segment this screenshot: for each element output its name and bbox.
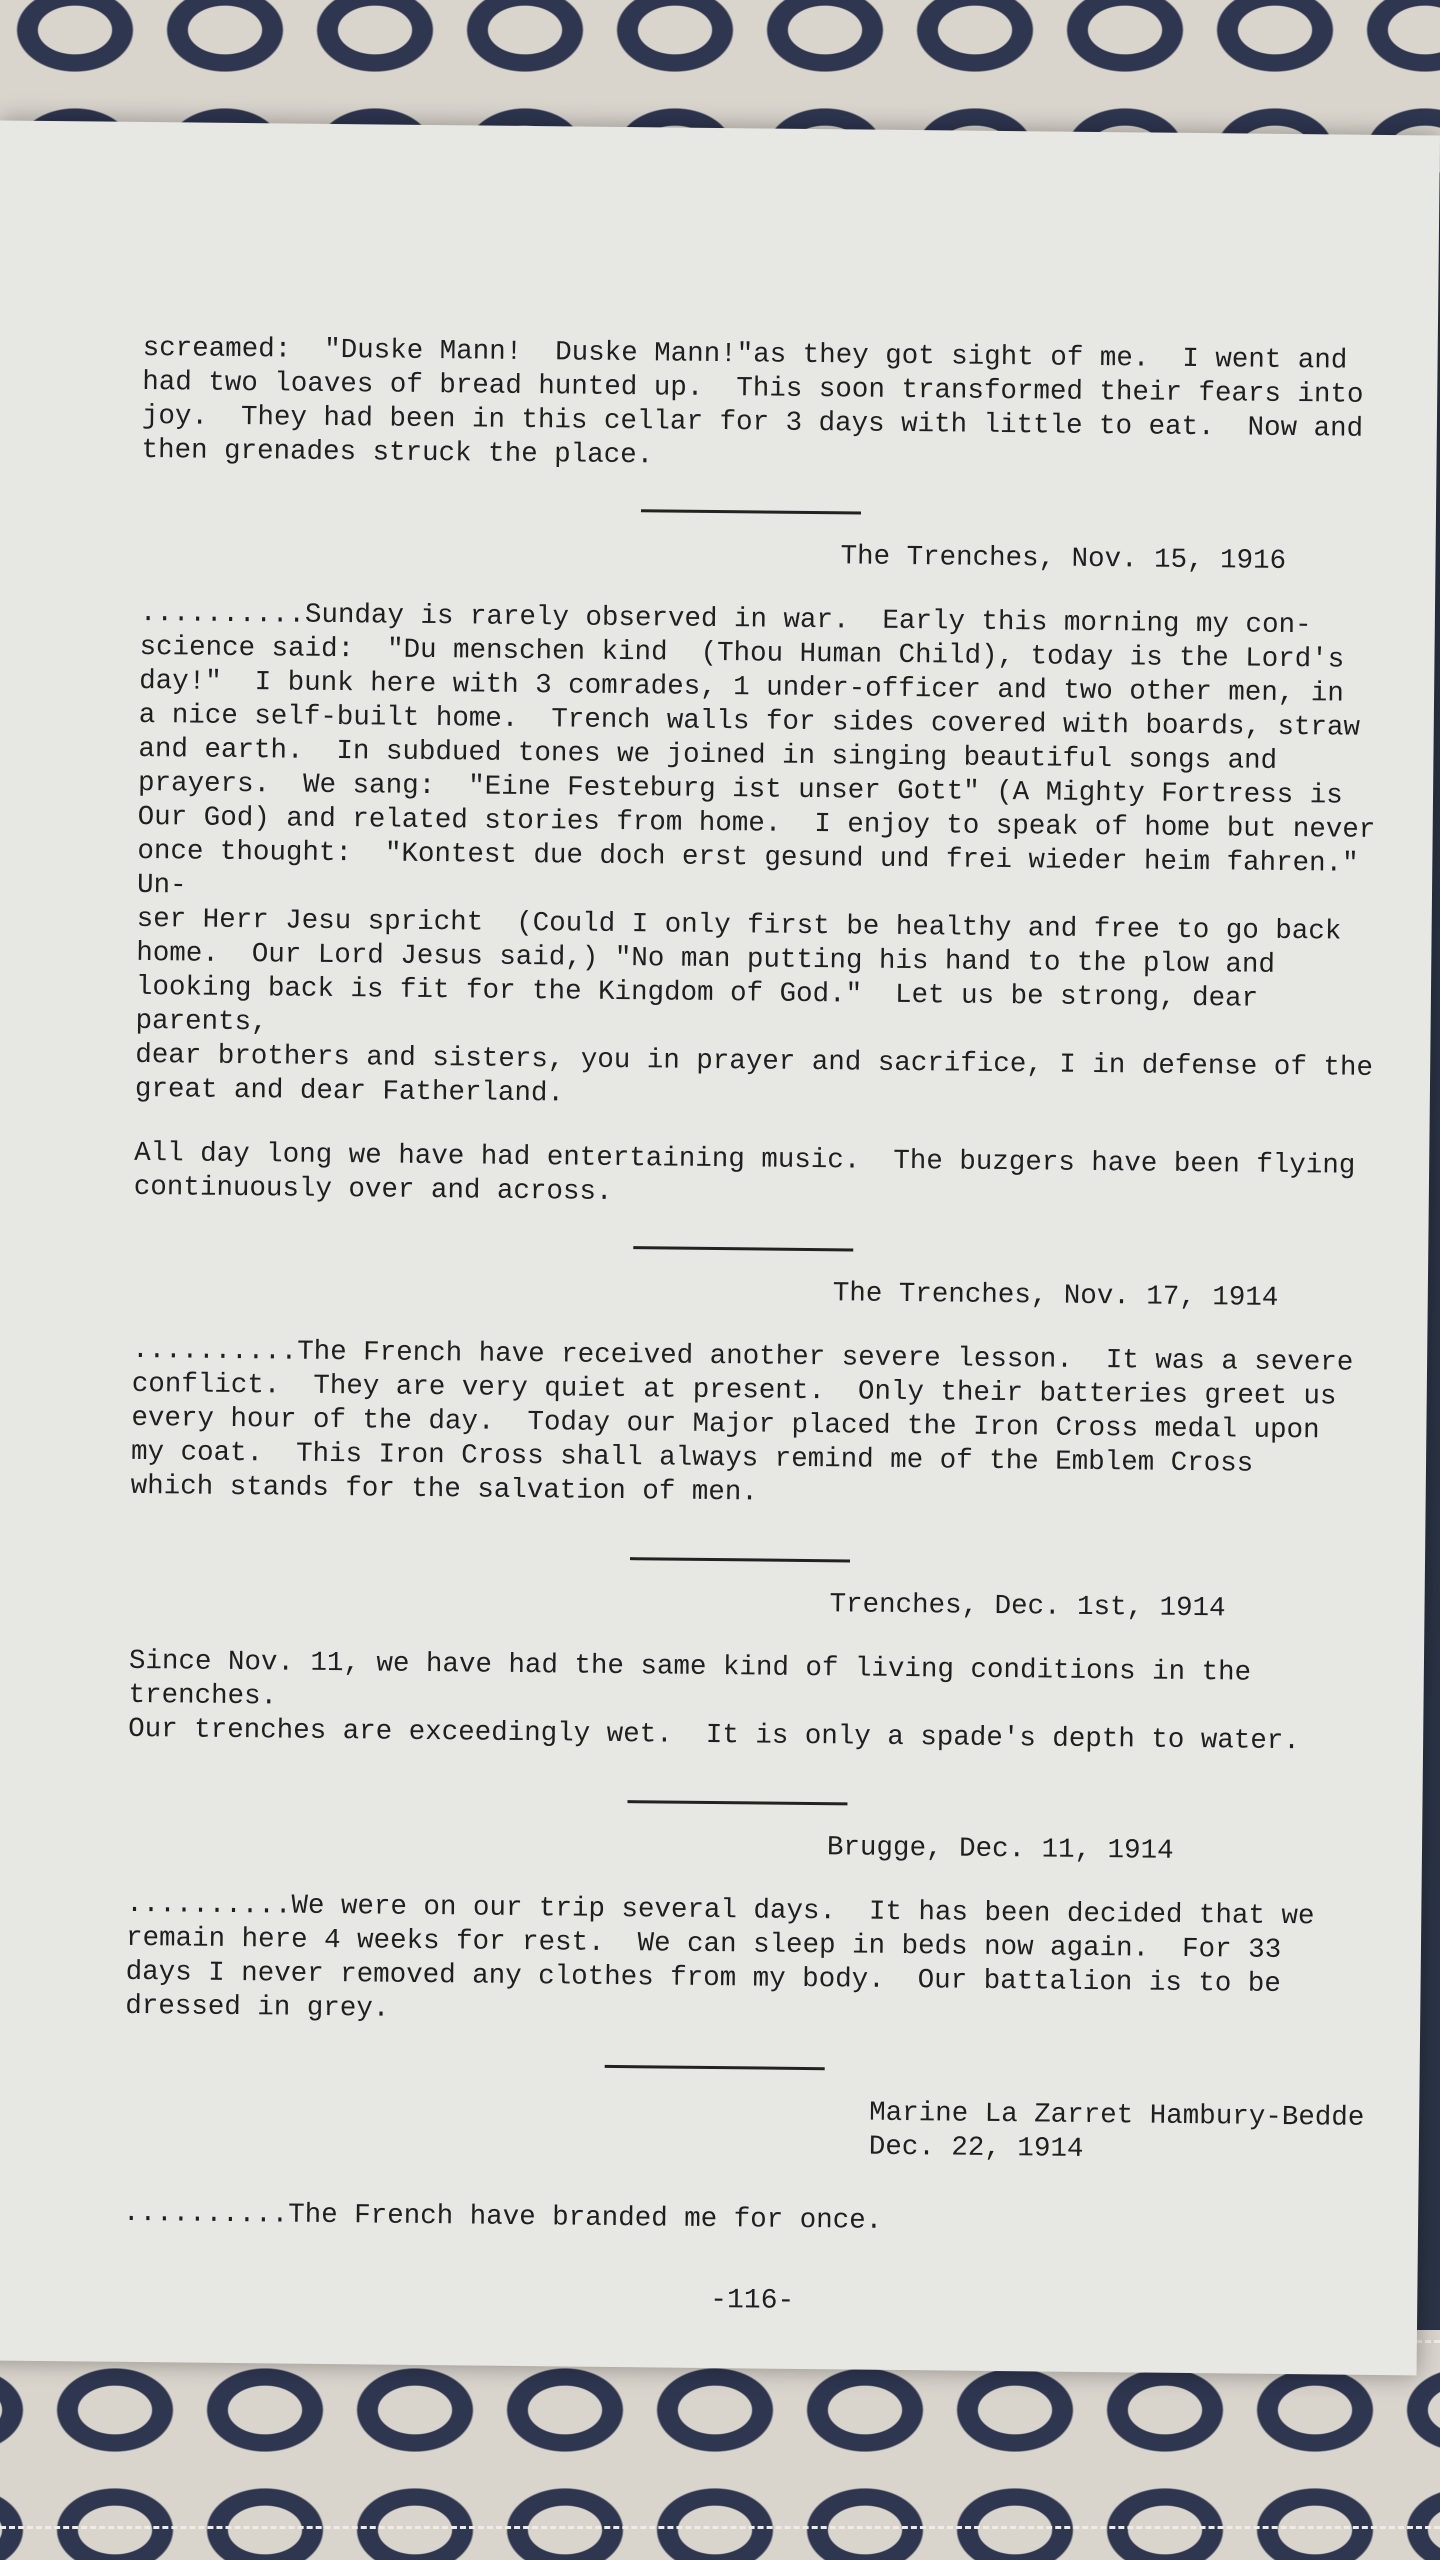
section-divider xyxy=(605,2065,825,2070)
entry-heading: The Trenches, Nov. 15, 1916 xyxy=(840,541,1287,577)
entry-paragraph: ..........We were on our trip several days. It has been decided that we remain here 4 weeks for rest. We can sleep in beds now again. For 33 days I never removed any clothes from my body. Our battalion is to be dressed in grey. xyxy=(125,1888,1315,2025)
entry-paragraph: All day long we have had entertaining music. The buzgers have been flying continuously over and across. xyxy=(133,1137,1356,1208)
section-divider xyxy=(627,1800,847,1805)
entry-heading: Marine La Zarret Hambury-Bedde Dec. 22, 1914 xyxy=(868,2097,1365,2165)
section-divider xyxy=(633,1246,853,1251)
page-content xyxy=(122,332,1403,2323)
entry-heading: The Trenches, Nov. 17, 1914 xyxy=(832,1278,1279,1314)
section-divider xyxy=(630,1557,850,1562)
page-number: -116- xyxy=(710,2285,795,2317)
entry-paragraph: ..........The French have received another severe lesson. It was a severe conflict. They are very quiet at present. Only their batteries greet us every hour of the day. Today our Major placed the Iron Cross medal upon my coat. This Iron Cross shall always remind me of the Emblem Cross which stands for the salvation of men. xyxy=(130,1334,1354,1509)
stitch-line xyxy=(0,2526,1440,2533)
typewritten-page xyxy=(0,120,1440,2375)
entry-paragraph: ..........Sunday is rarely observed in war. Early this morning my con- science said: "Du menschen kind (Thou Human Child), today is the Lord's day!" I bunk here with 3 comrades, 1 under-officer and two other men, in a nice self-built home. Trench walls for sides covered with boards, straw and earth. In subdued tones we joined in singing beautiful songs and prayers. We sang: "Eine Festeburg ist unser Gott" (A Mighty Fortress is Our God) and related stories from home. I enjoy to speak of home but never once thought: "Kontest due doch erst gesund und frei wieder heim fahren." Un- ser Herr Jesu spricht (Could I only first be healthy and free to go back home. Our Lord Jesus said,) "No man putting his hand to the plow and looking back is fit for the Kingdom of God." Let us be strong, dear parents, dear brothers and sisters, you in prayer and sacrifice, I in defense of the great and dear Fatherland. xyxy=(134,597,1392,1110)
entry-paragraph: ..........The French have branded me for once. xyxy=(122,2197,883,2237)
entry-heading: Trenches, Dec. 1st, 1914 xyxy=(829,1589,1226,1625)
section-divider xyxy=(641,509,861,514)
intro-paragraph: screamed: "Duske Mann! Duske Mann!"as they got sight of me. I went and had two loaves of bread hunted up. This soon transformed their fears into joy. They had been in this cellar for 3 days with little to eat. Now and then grenades struck the place. xyxy=(141,332,1364,472)
entry-paragraph: Since Nov. 11, we have had the same kind of living conditions in the trenches. Our trenches are exceedingly wet. It is only a spade's depth to water. xyxy=(128,1645,1300,1758)
entry-heading: Brugge, Dec. 11, 1914 xyxy=(826,1832,1174,1867)
